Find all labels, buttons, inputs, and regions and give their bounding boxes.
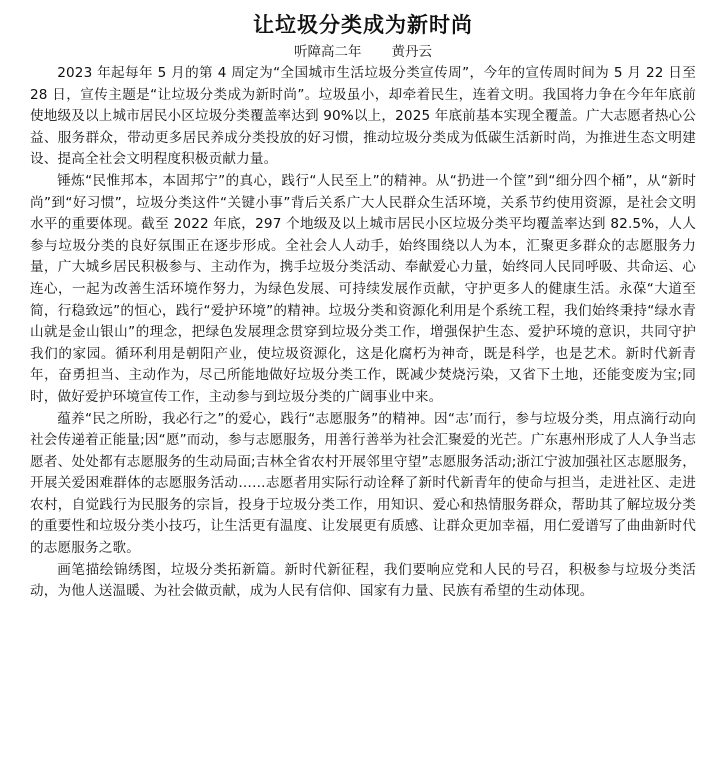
author-name: 黄丹云 xyxy=(391,44,432,60)
paragraph-2: 锤炼“民惟邦本，本固邦宁”的真心，践行“人民至上”的精神。从“扔进一个筐”到“细分四个桶”，从“新时尚”到“好习惯”，垃圾分类这件“关键小事”背后关系广大人民群众生活环境，关系节约使用资源，是社会文明水平的重要体现。截至 2022 年底，297 个地级及以上城市居民小区垃圾分类平均覆盖率达到 82.5%，人人参与垃圾分类的良好氛围正在逐步形成。全社会人人动手，始终围绕以人为本，汇聚更多群众的志愿服务力量，广大城乡居民积极参与、主动作为，携手垃圾分类活动、奉献爱心力量，始终同人民同呼吸、共命运、心连心，一起为改善生活环境作努力，为绿色发展、可持续发展作贡献，守护更多人的健康生活。永葆“大道至简，行稳致远”的恒心，践行“爱护环境”的精神。垃圾分类和资源化利用是个系统工程，我们始终秉持“绿水青山就是金山银山”的理念，把绿色发展理念贯穿到垃圾分类工作，增强保护生态、爱护环境的意识，共同守护我们的家园。循环利用是朝阳产业，使垃圾资源化，这是化腐朽为神奇，既是科学，也是艺术。新时代新青年，奋勇担当、主动作为，尽己所能地做好垃圾分类工作，既减少焚烧污染，又省下土地，还能变废为宝;同时，做好爱护环境宣传工作，主动参与到垃圾分类的广阔事业中来。 xyxy=(30,172,696,405)
class-name: 听障高二年 xyxy=(294,44,362,60)
paragraph-3: 蕴养“民之所盼，我必行之”的爱心，践行“志愿服务”的精神。因“志’而行，参与垃圾分类，用点滴行动向社会传递着正能量;因“愿”而动，参与志愿服务，用善行善举为社会汇聚爱的光芒。广东惠州形成了人人争当志愿者、处处都有志愿服务的生动局面;吉林全省农村开展邻里守望”志愿服务活动;浙江宁波加强社区志愿服务，开展关爱困难群体的志愿服务活动……志愿者用实际行动诠释了新时代新青年的使命与担当，走进社区、走进农村，自觉践行为民服务的宗旨，投身于垃圾分类工作，用知识、爱心和热情服务群众，帮助其了解垃圾分类的重要性和垃圾分类小技巧，让生活更有温度、让发展更有质感、让群众更加幸福，用仁爱谱写了曲曲新时代的志愿服务之歌。 xyxy=(30,410,696,557)
paragraph-4: 画笔描绘锦绣图，垃圾分类拓新篇。新时代新征程，我们要响应党和人民的号召，积极参与垃圾分类活动，为他人送温暖、为社会做贡献，成为人民有信仰、国家有力量、民族有希望的生动体现。 xyxy=(30,561,696,600)
document-title: 让垃圾分类成为新时尚 xyxy=(253,12,473,37)
paragraph-1: 2023 年起每年 5 月的第 4 周定为“全国城市生活垃圾分类宣传周”，今年的宣传周时间为 5 月 22 日至 28 日，宣传主题是“让垃圾分类成为新时尚”。垃圾虽小，却牵着民生，连着文明。我国将力争在今年年底前使地级及以上城市居民小区垃圾分类覆盖率达到 90%以上，2025 年底前基本实现全覆盖。广大志愿者热心公益、服务群众，带动更多居民养成分类投放的好习惯，推动垃圾分类成为低碳生活新时尚，为推进生态文明建设、提高全社会文明程度积极贡献力量。 xyxy=(30,65,696,168)
byline xyxy=(30,42,696,63)
